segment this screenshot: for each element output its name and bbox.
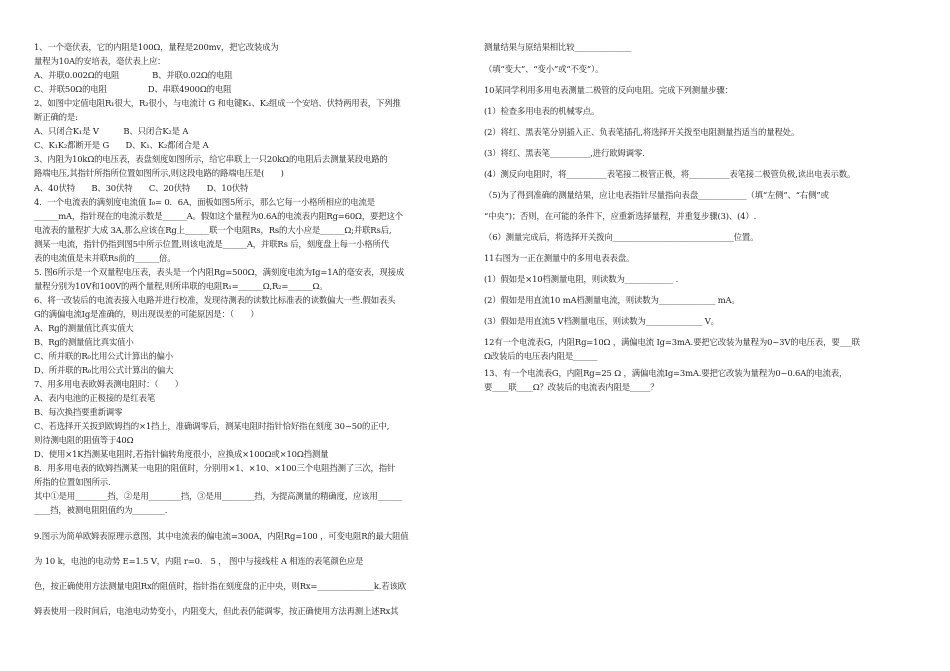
q10-step-4: (4）测反向电阻时，将__________表笔接二极管正极，将__________表笔接二极管负极,读出电表示数。: [484, 169, 856, 179]
q13-line-2: 要____联____Ω？改装后的电流表内阻是_____？: [484, 382, 659, 392]
q3-line-2: 路端电压,其指针所指所位置如图所示,则这段电路的路端电压是( ): [34, 168, 284, 178]
q7-line-1: 7、用多用电表欧姆表测电阻时：（ ）: [34, 379, 184, 389]
q6-line-2: G的满偏电流Ig是准确的，则出现误差的可能原因是：（ ）: [34, 309, 259, 319]
q9-line-3: 色，按正确使用方法测量电阻Rx的阻值时，指针指在刻度盘的正中央，则Rx=______________k.若该欧: [34, 581, 406, 591]
q2-options-ab: A、只闭合K₁是 V B、只闭合K₂是 A: [34, 126, 189, 136]
q8-line-2: 所指的位置如图所示.: [34, 477, 111, 487]
q9-continued-line-2: （填“变大”、“变小”或“不变”）。: [484, 64, 604, 74]
q10-step-6: （6）测量完成后，将选择开关拨向______________________________位置。: [484, 232, 759, 242]
q6-option-d: D、所并联的R₀比用公式计算出的偏大: [34, 365, 174, 375]
q6-option-b: B、Rg的测量值比真实值小: [34, 337, 134, 347]
q5-line-2: 量程分别为10V和100V的两个量程,则所串联的电阻R₁=______Ω,R₂=______Ω。: [34, 281, 328, 291]
q1-line-1: 1、一个毫伏表，它的内阻是100Ω，量程是200mv，把它改装成为: [34, 42, 279, 52]
q5-line-1: 5. 图6所示是一个双量程电压表，表头是一个内阻Rg=500Ω，满刻度电流为Ig=1A的毫安表，现接成: [34, 267, 405, 277]
q11-part-3: (3）假如是用直流5 V档测量电压，则读数为______________ V。: [484, 316, 719, 326]
q6-line-1: 6、将一改装后的电流表接入电路并进行校准，发现待测表的读数比标准表的读数偏大一些.假如表头: [34, 295, 396, 305]
q9-continued-line-1: 测量结果与原结果相比较______________: [484, 42, 631, 52]
q8-line-3: 其中①是用________挡，②是用________挡，③是用________挡，为提高测量的精确度，应该用______: [34, 491, 402, 501]
q4-line-1: 4．一个电流表的满刻度电流值 I₀= 0．6A，面板如图5所示，那么它每一小格所相应的电流是: [34, 197, 375, 207]
q7-option-c-1: C、若选择开关扳到欧姆挡的×1挡上，准确调零后，测某电阻时指针恰好指在刻度 30~50的正中,: [34, 421, 390, 431]
q11-part-2: (2）假如是用直流10 mA档测量电流，则读数为______________ mA。: [484, 295, 740, 305]
q9-line-2: 为 10 k，电池的电动势 E=1.5 V，内阻 r=0． 5 ， 图中与接线柱 A 相连的表笔颜色应是: [34, 556, 364, 566]
q6-option-a: A、Rg的测量值比真实值大: [34, 323, 134, 333]
q7-option-d: D、使用×1K挡测某电阻时,若指针偏转角度很小，应换成×100Ω或×10Ω挡测量: [34, 449, 329, 459]
q1-options-ab: A、并联0.002Ω的电阻 B、并联0.02Ω的电阻: [34, 70, 233, 80]
q13-line-1: 13、有一个电流表G，内阻Rg=25 Ω ，满偏电流Ig=3mA.要把它改装为量程为0~0.6A的电流表，: [484, 368, 848, 378]
q3-options: A、40伏特 B、30伏特 C、20伏特 D、10伏特: [34, 183, 249, 193]
q10-step-5-line-2: “中央”)；否则，在可能的条件下，应重新选择量程，并重复步骤(3)、(4）.: [484, 211, 757, 221]
q3-line-1: 3、内阻为10kΩ的电压表，表盘刻度如图所示，给它串联上一只20kΩ的电阻后去测量某段电路的: [34, 154, 388, 164]
q12-line-2: Ω改装后的电压表内阻是______: [484, 351, 598, 361]
q10-step-2: (2）将红、黑表笔分别插入正、负表笔插孔,将选择开关拨至电阻测量挡适当的量程处。: [484, 127, 800, 137]
q2-line-1: 2、如图中定值电阻R₁很大，R₂很小，与电流计 G 和电键K₁、K₂组成一个安培、伏特两用表，下列推: [34, 98, 401, 108]
q11-part-1: (1）假如是×10档测量电阻，则读数为____________ .: [484, 274, 679, 284]
q4-line-2: ______mA，指针现在的电流示数是______A。假如这个量程为0.6A的电流表内阻Rg=60Ω，要把这个: [34, 211, 403, 221]
q7-option-a: A、表内电池的正极接的是红表笔: [34, 393, 156, 403]
q11-line-1: 11右图为一正在测量中的多用电表表盘。: [484, 253, 635, 263]
q10-step-3: (3）将红、黑表笔__________,进行欧姆调零.: [484, 148, 645, 158]
q9-line-4: 姆表使用一段时间后，电池电动势变小，内阻变大，但此表仍能调零，按正确使用方法再测上述Rx其: [34, 606, 399, 616]
q10-step-5-line-1: （5)为了得到准确的测量结果，应让电表指针尽量指向表盘____________（填“左侧”、“右侧”或: [484, 190, 829, 200]
q10-step-1: (1）检查多用电表的机械零点。: [484, 106, 600, 116]
q8-line-4: ____挡，被测电阻阻值约为________.: [34, 505, 168, 515]
q8-line-1: 8．用多用电表的欧姆挡测某一电阻的阻值时，分别用×1、×10、×100三个电阻挡测了三次，指针: [34, 463, 396, 473]
q1-options-cd: C、并联50Ω的电阻 D、串联4900Ω的电阻: [34, 84, 232, 94]
q7-option-c-2: 则待测电阻的阻值等于40Ω: [34, 435, 134, 445]
q4-line-4: 测某一电流，指针仍指到图5中所示位置,则该电流是______A，并联Rs 后，刻度盘上每一小格所代: [34, 239, 389, 249]
q6-option-c: C、所并联的R₀比用公式计算出的偏小: [34, 351, 173, 361]
q1-line-2: 量程为10A的安培表，毫伏表上应：: [34, 56, 166, 66]
q7-option-b: B、每次换挡要重新调零: [34, 407, 123, 417]
q9-line-1: 9.图示为简单欧姆表原理示意图，其中电流表的偏电流=300A，内阻Rg=100 ，可变电阻R的最大阻值: [34, 531, 409, 541]
q2-line-2: 断正确的是:: [34, 112, 78, 122]
q12-line-1: 12有一个电流表G，内阻Rg=10Ω ，满偏电流 Ig=3mA.要把它改装为量程为0~3V的电压表，要___联: [484, 337, 860, 347]
q10-line-1: 10某同学利用多用电表测量二极管的反向电阻。完成下列测量步骤：: [484, 85, 733, 95]
q4-line-3: 电流表的量程扩大成 3A,那么应该在Rg上______联一个电阻Rs，Rs的大小应是______Ω;并联Rs后,: [34, 225, 392, 235]
q2-options-cd: C、K₁K₂都断开是 G D、K₁、K₂都闭合是 A: [34, 140, 209, 150]
q4-line-5: 表的电流值是未并联Rs前的______倍。: [34, 253, 176, 263]
